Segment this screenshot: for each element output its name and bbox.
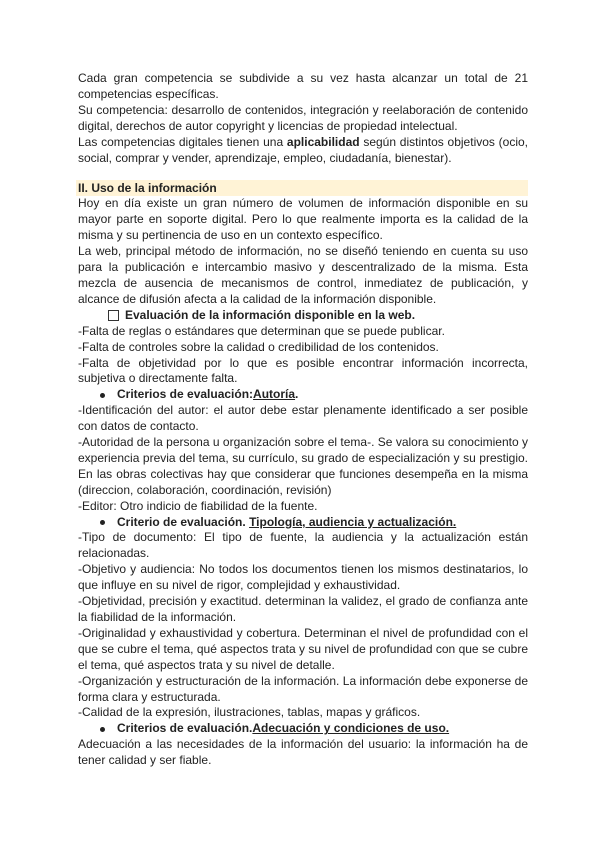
criteria-adequacy-paragraph: Adecuación a las necesidades de la información del usuario: la información ha de tener calidad y ser fiable. bbox=[78, 737, 528, 768]
criteria-typology-item-5: -Organización y estructuración de la información. La información debe exponerse de forma clara y estructurada. bbox=[78, 673, 528, 704]
evaluation-item-2: -Falta de controles sobre la calidad o credibilidad de los contenidos. bbox=[78, 339, 439, 354]
criteria-typology-item-4: -Originalidad y exhaustividad y cobertura. Determinan el nivel de profundidad con el que se cubre el tema, qué aspectos trata y su nivel de profundidad con que se cubre el tema, qué aspectos trata y su nivel de detalle. bbox=[78, 625, 528, 672]
intro-paragraph-2: Su competencia: desarrollo de contenidos, integración y reelaboración de contenido digital, derechos de autor copyright y licencias de propiedad intelectual. bbox=[78, 102, 528, 133]
criteria-typology-item-2: -Objetivo y audiencia: No todos los documentos tienen los mismos destinatarios, lo que influye en su nivel de rigor, complejidad y exhaustividad. bbox=[78, 562, 528, 593]
section-heading: II. Uso de la información bbox=[76, 180, 528, 196]
evaluation-item-1: -Falta de reglas o estándares que determinan que se puede publicar. bbox=[78, 323, 445, 338]
criteria-authorship-item-2: -Autoridad de la persona u organización sobre el tema-. Se valora su conocimiento y experiencia previa del tema, su currículo, su grado de especialización y su prestigio. En las obras colectivas hay que considerar que funciones desempeña en la misma (direccion, colaboración, coordinación, revisión) bbox=[78, 435, 528, 497]
criteria-authorship-heading: Criterios de evaluación: Autoría . bbox=[100, 387, 528, 403]
intro-paragraph-1: Cada gran competencia se subdivide a su vez hasta alcanzar un total de 21 competencias específicas. bbox=[78, 71, 528, 101]
criteria-authorship-item-1: -Identificación del autor: el autor debe estar plenamente identificado a ser posible con datos de contacto. bbox=[78, 403, 528, 434]
intro-paragraph-3: Las competencias digitales tienen una aplicabilidad según distintos objetivos (ocio, social, comprar y vender, aprendizaje, empleo, ciudadanía, bienestar). bbox=[78, 134, 528, 165]
criteria-typology-item-6: -Calidad de la expresión, ilustraciones, tablas, mapas y gráficos. bbox=[78, 705, 421, 720]
criteria-typology-item-3: -Objetividad, precisión y exactitud. determinan la validez, el grado de confianza ante la fiabilidad de la información. bbox=[78, 594, 528, 624]
bullet-icon bbox=[100, 520, 105, 525]
applicability-term: aplicabilidad bbox=[286, 134, 360, 149]
criteria-adequacy-heading: Criterios de evaluación. Adecuación y condiciones de uso. bbox=[100, 721, 528, 737]
checkbox-icon bbox=[108, 310, 119, 321]
document-body bbox=[78, 71, 528, 769]
evaluation-item-3: -Falta de objetividad por lo que es posible encontrar información incorrecta, subjetiva o directamente falta. bbox=[78, 355, 528, 386]
bullet-icon bbox=[100, 727, 105, 732]
section-paragraph-1: Hoy en día existe un gran número de volumen de información disponible en su mayor parte en soporte digital. Pero lo que realmente importa es la calidad de la misma y su pertinencia de uso en un contexto específico. bbox=[78, 196, 528, 243]
bullet-icon bbox=[100, 393, 105, 398]
evaluation-subheading: Evaluación de la información disponible en la web. bbox=[108, 308, 528, 324]
criteria-authorship-item-3: -Editor: Otro indicio de fiabilidad de la fuente. bbox=[78, 498, 318, 513]
section-paragraph-2: La web, principal método de información, no se diseñó teniendo en cuenta su uso para la publicación e intercambio masivo y descentralizado de la misma. Esta mezcla de ausencia de mecanismos de control, inmediatez de publicación, y alcance de difusión afecta a la calidad de la información disponible. bbox=[78, 244, 528, 306]
criteria-typology-heading: Criterio de evaluación. Tipología, audiencia y actualización. bbox=[100, 515, 528, 531]
criteria-typology-item-1: -Tipo de documento: El tipo de fuente, la audiencia y la actualización están relacionadas. bbox=[78, 530, 528, 561]
